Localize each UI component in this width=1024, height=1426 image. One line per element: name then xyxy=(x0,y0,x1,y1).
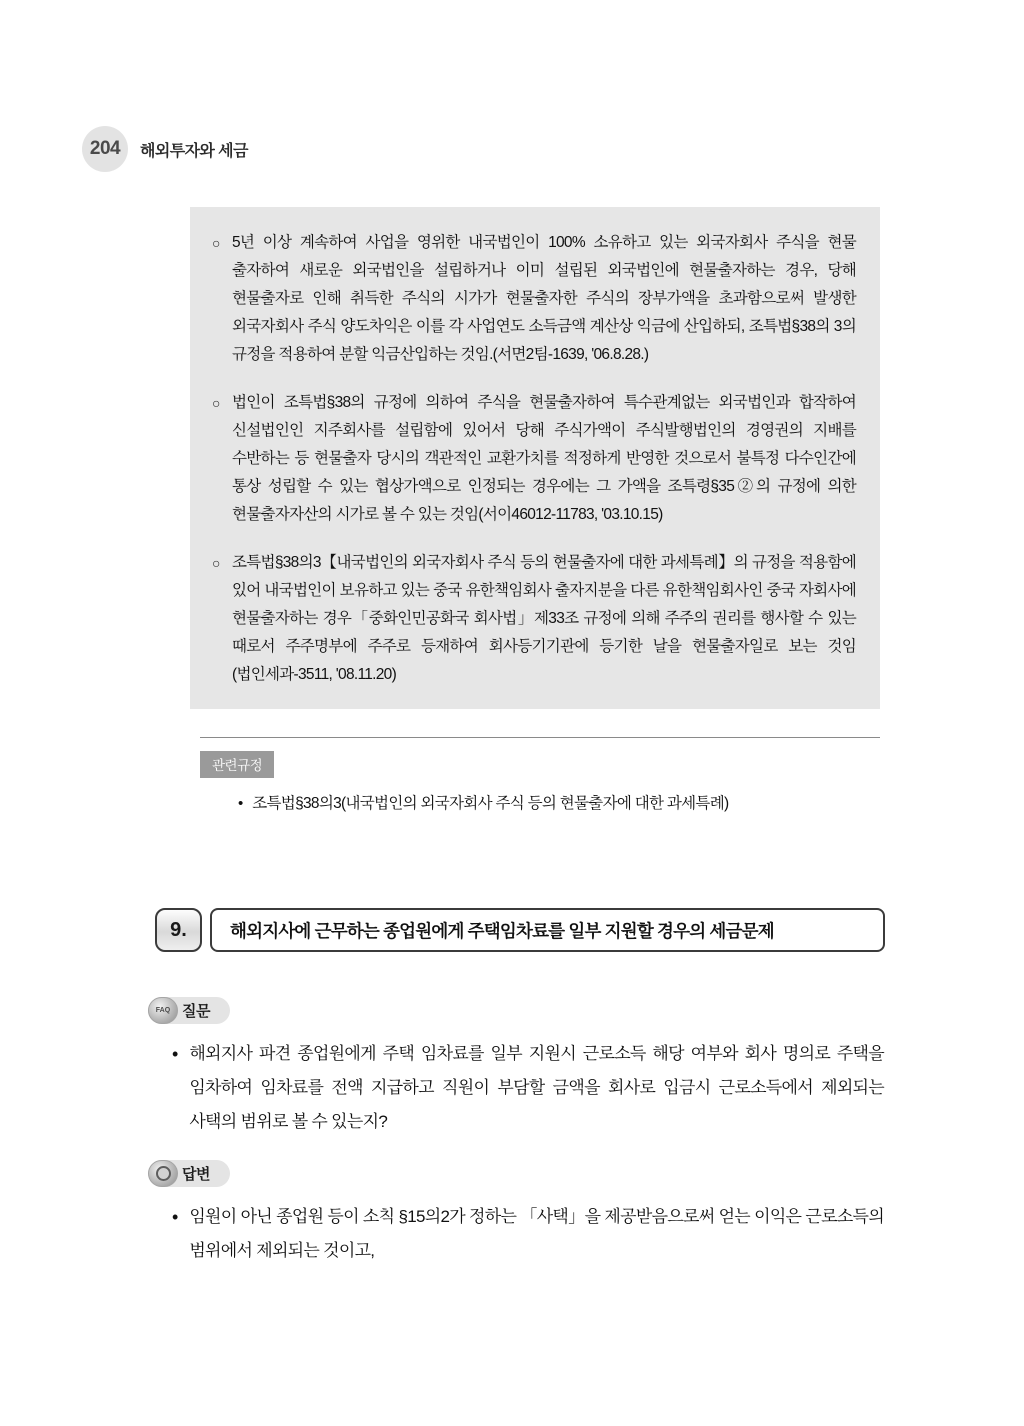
answer-target-icon-inner xyxy=(156,1166,171,1181)
section-number-badge: 9. xyxy=(155,908,202,952)
note-box xyxy=(190,207,880,709)
page-header xyxy=(82,126,248,172)
related-regulation-tag: 관련규정 xyxy=(200,751,274,778)
note-item xyxy=(212,549,856,689)
section-title-text: 해외지사에 근무하는 종업원에게 주택임차료를 일부 지원할 경우의 세금문제 xyxy=(230,920,774,941)
faq-icon xyxy=(148,997,178,1024)
bullet-icon: • xyxy=(172,1207,179,1227)
bullet-icon: • xyxy=(172,1044,179,1064)
faq-icon-text: FAQ xyxy=(155,1007,171,1014)
question-body xyxy=(172,1037,884,1139)
question-pill: 질문 xyxy=(148,997,230,1024)
answer-text: 임원이 아닌 종업원 등이 소칙 §15의2가 정하는 「사택」을 제공받음으로써 얻는 이익은 근로소득의 범위에서 제외되는 것이고, xyxy=(189,1207,884,1260)
note-item xyxy=(212,389,856,529)
related-regulation-block xyxy=(200,737,880,816)
section-heading xyxy=(155,908,885,952)
answer-target-icon xyxy=(148,1160,178,1187)
divider xyxy=(200,737,880,738)
bullet-icon: • xyxy=(238,795,244,812)
note-item-text: 5년 이상 계속하여 사업을 영위한 내국법인이 100% 소유하고 있는 외국자회사 주식을 현물 출자하여 새로운 외국법인을 설립하거나 이미 설립된 외국법인에 현물출자하는 경우, 당해 현물출자로 인해 취득한 주식의 시가가 현물출자한 주식의 장부가액을 초과함으로써 발생한 외국자회사 주식 양도차익은 이를 각 사업연도 소득금액 계산상 익금에 산입하되, 조특법§38의 3의 규정을 적용하여 분할 익금산입하는 것임.(서면2팀-1639, '06.8.28.) xyxy=(232,234,856,363)
section-title-box xyxy=(210,908,885,952)
note-marker-icon: ○ xyxy=(212,235,221,251)
question-label xyxy=(148,997,230,1024)
note-marker-icon: ○ xyxy=(212,395,221,411)
related-regulation-item xyxy=(238,792,880,816)
note-item-text: 법인이 조특법§38의 규정에 의하여 주식을 현물출자하여 특수관계없는 외국법인과 합작하여 신설법인인 지주회사를 설립함에 있어서 당해 주식가액이 주식발행법인의 경영권의 지배를 수반하는 등 현물출자 당시의 객관적인 교환가치를 적정하게 반영한 것으로서 불특정 다수인간에 통상 성립할 수 있는 협상가액으로 인정되는 경우에는 그 가액을 조특령§35②의 규정에 의한 현물출자자산의 시가로 볼 수 있는 것임(서이46012-11783, '03.10.15) xyxy=(232,394,856,523)
answer-label xyxy=(148,1160,230,1187)
answer-pill: 답변 xyxy=(148,1160,230,1187)
question-text: 해외지사 파견 종업원에게 주택 임차료를 일부 지원시 근로소득 해당 여부와 회사 명의로 주택을 임차하여 임차료를 전액 지급하고 직원이 부담할 금액을 회사로 입금시 근로소득에서 제외되는 사택의 범위로 볼 수 있는지? xyxy=(189,1044,884,1131)
note-marker-icon: ○ xyxy=(212,555,221,571)
note-item-text: 조특법§38의3【내국법인의 외국자회사 주식 등의 현물출자에 대한 과세특례】의 규정을 적용함에 있어 내국법인이 보유하고 있는 중국 유한책임회사 출자지분을 다른 유한책임회사인 중국 자회사에 현물출자하는 경우「중화인민공화국 회사법」제33조 규정에 의해 주주의 권리를 행사할 수 있는 때로서 주주명부에 주주로 등재하여 회사등기기관에 등기한 날을 현물출자일로 보는 것임(법인세과-3511, '08.11.20) xyxy=(232,554,856,683)
related-item-text: 조특법§38의3(내국법인의 외국자회사 주식 등의 현물출자에 대한 과세특례) xyxy=(252,795,729,812)
page-title: 해외투자와 세금 xyxy=(140,142,248,160)
page-number-badge: 204 xyxy=(82,126,128,172)
note-item xyxy=(212,229,856,369)
answer-body xyxy=(172,1200,884,1268)
